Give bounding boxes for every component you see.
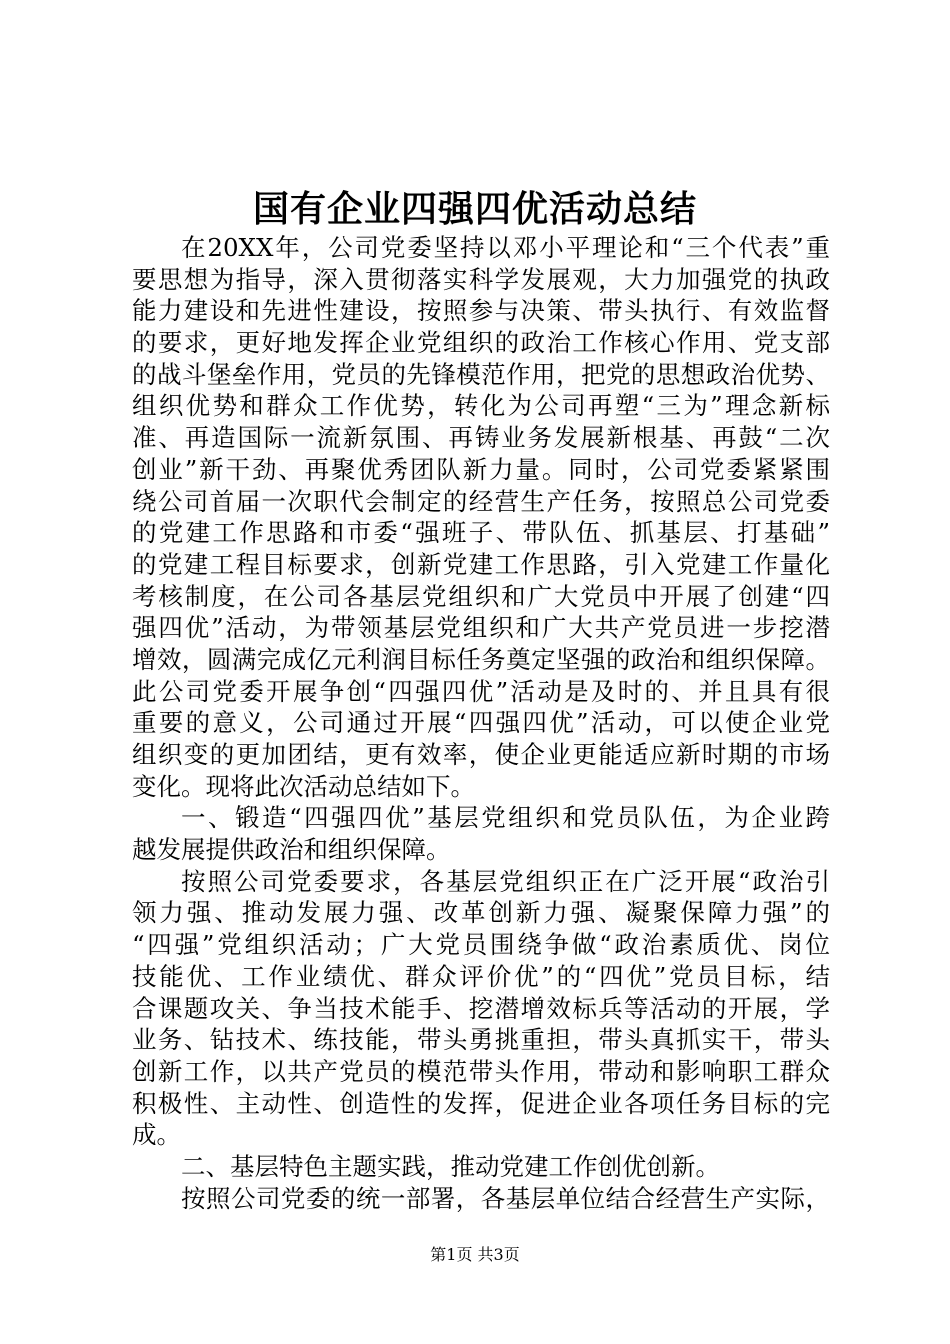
body-line: 要思想为指导，深入贯彻落实科学发展观，大力加强党的执政: [132, 264, 830, 294]
body-line: 绕公司首届一次职代会制定的经营生产任务，按照总公司党委: [132, 486, 830, 516]
body-line: 领力强、推动发展力强、改革创新力强、凝聚保障力强”的: [132, 898, 830, 928]
body-line: 积极性、主动性、创造性的发挥，促进企业各项任务目标的完: [132, 1088, 830, 1118]
body-line: 业务、钻技术、练技能，带头勇挑重担，带头真抓实干，带头: [132, 1025, 830, 1055]
body-line: 在20XX年，公司党委坚持以邓小平理论和“三个代表”重: [181, 233, 830, 262]
body-line: 重要的意义，公司通过开展“四强四优”活动，可以使企业党: [132, 708, 830, 738]
body-line: “四强”党组织活动；广大党员围绕争做“政治素质优、岗位: [132, 930, 830, 960]
body-line: 变化。现将此次活动总结如下。: [132, 771, 475, 801]
body-line: 的党建工程目标要求，创新党建工作思路，引入党建工作量化: [132, 549, 830, 579]
body-line: 一、锻造“四强四优”基层党组织和党员队伍，为企业跨: [181, 803, 830, 833]
body-line: 的党建工作思路和市委“强班子、带队伍、抓基层、打基础”: [132, 518, 830, 548]
body-line: 的要求，更好地发挥企业党组织的政治工作核心作用、党支部: [132, 328, 830, 358]
body-line: 考核制度，在公司各基层党组织和广大党员中开展了创建“四: [132, 581, 830, 611]
body-line: 组织优势和群众工作优势，转化为公司再塑“三为”理念新标: [132, 391, 830, 421]
body-line: 准、再造国际一流新氛围、再铸业务发展新根基、再鼓“二次: [132, 423, 830, 453]
document-body: [132, 232, 830, 1214]
body-line: 越发展提供政治和组织保障。: [132, 835, 451, 865]
body-line: 能力建设和先进性建设，按照参与决策、带头执行、有效监督: [132, 296, 830, 326]
body-line: 按照公司党委要求，各基层党组织正在广泛开展“政治引: [181, 866, 830, 896]
body-line: 创业”新干劲、再聚优秀团队新力量。同时，公司党委紧紧围: [132, 454, 830, 484]
body-line: 的战斗堡垒作用，党员的先锋模范作用，把党的思想政治优势、: [132, 359, 830, 389]
body-line: 组织变的更加团结，更有效率，使企业更能适应新时期的市场: [132, 740, 830, 769]
body-line: 此公司党委开展争创“四强四优”活动是及时的、并且具有很: [132, 676, 830, 706]
body-line: 成。: [132, 1120, 181, 1150]
body-line: 按照公司党委的统一部署，各基层单位结合经营生产实际，: [181, 1183, 830, 1213]
body-line: 强四优”活动，为带领基层党组织和广大共产党员进一步挖潜: [132, 613, 830, 643]
body-line: 合课题攻关、争当技术能手、挖潜增效标兵等活动的开展，学: [132, 993, 830, 1023]
body-line: 创新工作，以共产党员的模范带头作用，带动和影响职工群众: [132, 1056, 830, 1086]
document-title: 国有企业四强四优活动总结: [252, 188, 697, 230]
body-line: 增效，圆满完成亿元利润目标任务奠定坚强的政治和组织保障。: [132, 644, 830, 674]
body-line: 二、基层特色主题实践，推动党建工作创优创新。: [181, 1151, 720, 1181]
page-footer: 第1页 共3页: [430, 1245, 520, 1264]
body-line: 技能优、工作业绩优、群众评价优”的“四优”党员目标，结: [132, 961, 830, 991]
